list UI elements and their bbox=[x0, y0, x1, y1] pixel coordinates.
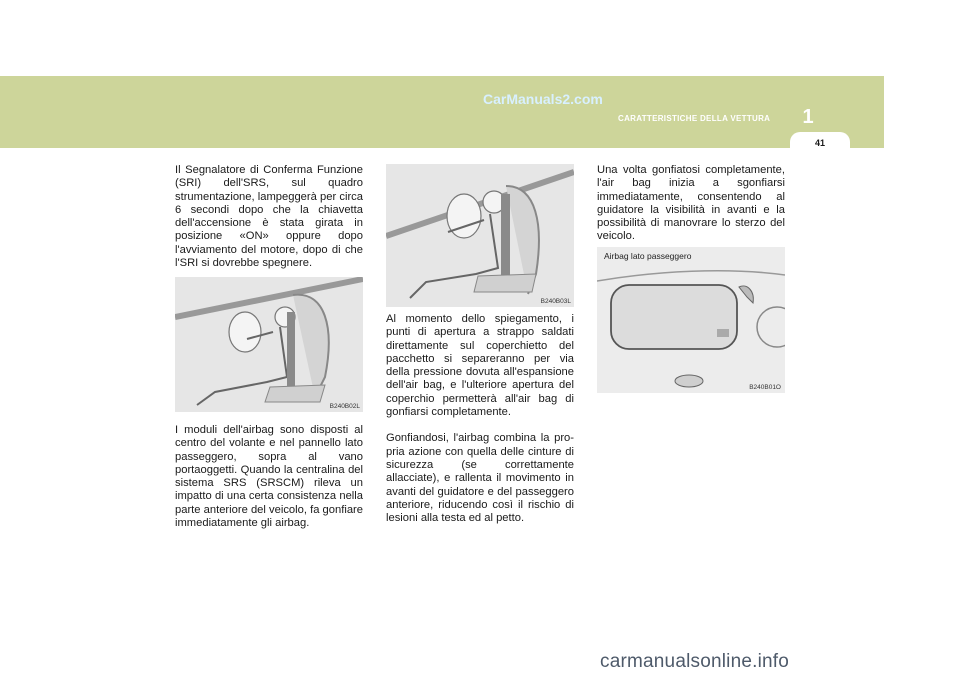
column-3-text bbox=[597, 164, 785, 257]
passenger-dashboard-illustration bbox=[597, 247, 785, 393]
site-watermark[interactable]: CarManuals2.com bbox=[483, 91, 603, 107]
paragraph-airbag-modules: I moduli dell'airbag sono disposti al centro del volante e nel pannello lato passeggero, sopra al vano portaoggetti. Quando la centralina del sistema SRS (SRSCM) rileva un impatto di una certa consistenza nella parte anteriore del veicolo, fa gonfiare immediatamente gli airbag. bbox=[175, 424, 363, 530]
paragraph-deflation: Una volta gonfiatosi completamente, l'air bag inizia a sgonfiarsi immediatamente, consentendo al guidatore la visibilità in avanti e la possibilità di manovrare lo sterzo del veicolo. bbox=[597, 164, 785, 243]
column-2-text bbox=[386, 313, 574, 538]
figure-code: B240B03L bbox=[540, 298, 571, 305]
dashboard-drawing bbox=[597, 247, 785, 393]
paragraph-deployment: Al momento dello spiegamento, i punti di apertura a strappo saldati direttamente sul coperchietto del pacchetto si separeranno per via della pressione dovuta all'espansione dell'air bag, e l'ulteriore apertura del coperchio permetterà all'air bag di gonfiarsi completamente. bbox=[386, 313, 574, 419]
page-number: 41 bbox=[814, 138, 825, 148]
footer-watermark[interactable]: carmanualsonline.info bbox=[600, 651, 790, 672]
chapter-title: CARATTERISTICHE DELLA VETTURA bbox=[618, 114, 771, 123]
paragraph-sri-indicator: Il Segnalatore di Conferma Funzione (SRI) dell'SRS, sul quadro strumentazione, lampeggerà per circa 6 secondi dopo che la chiavetta dell'accensione è stata girata in posizione «ON» oppure dopo l'avviamento del motore, dopo di che l'SRI si dovrebbe spegnere. bbox=[175, 164, 363, 270]
passenger-airbag-drawing bbox=[386, 164, 574, 307]
driver-airbag-drawing bbox=[175, 277, 363, 412]
figure-code: B240B02L bbox=[329, 403, 360, 410]
column-1-text-bottom bbox=[175, 424, 363, 543]
chapter-number: 1 bbox=[802, 106, 814, 128]
figure-code: B240B01O bbox=[749, 384, 781, 391]
driver-airbag-illustration bbox=[175, 277, 363, 412]
figure-label: Airbag lato passeggero bbox=[604, 251, 692, 261]
paragraph-inflation: Gonfiandosi, l'airbag combina la pro-pria azione con quella delle cinture di sicurezza (se correttamente allacciate), e rallenta il movimento in avanti del guidatore e del passeggero anteriore, riducendo così il rischio di lesioni alla testa ed al petto. bbox=[386, 432, 574, 525]
chapter-header-band bbox=[0, 76, 884, 148]
passenger-airbag-illustration bbox=[386, 164, 574, 307]
column-1-text-top bbox=[175, 164, 363, 283]
